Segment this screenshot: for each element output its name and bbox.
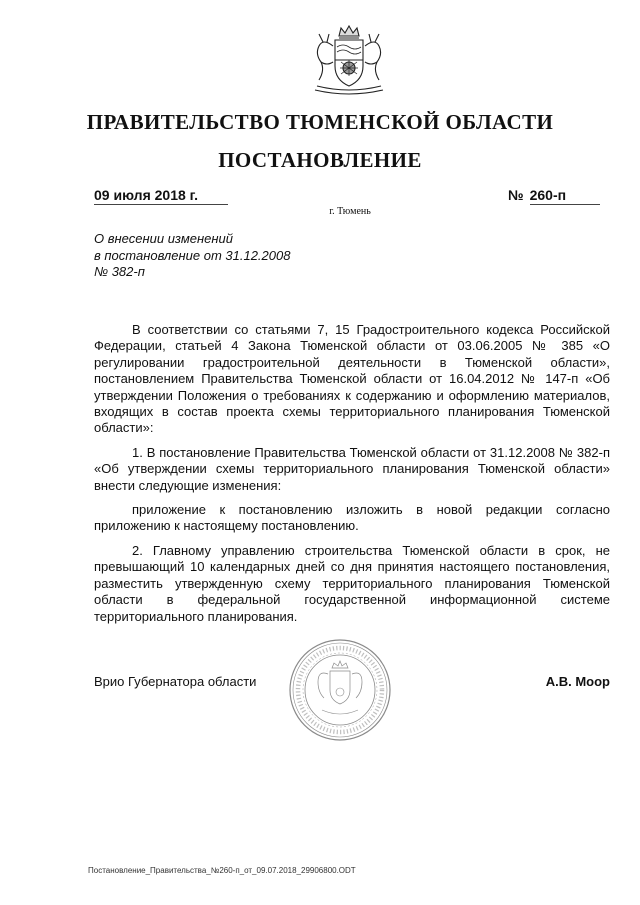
official-seal-icon	[288, 638, 392, 742]
city: г. Тюмень	[329, 206, 371, 217]
document-body	[94, 322, 610, 630]
document-subject	[94, 231, 394, 281]
subject-line: № 382-п	[94, 264, 145, 279]
government-title: ПРАВИТЕЛЬСТВО ТЮМЕНСКОЙ ОБЛАСТИ	[86, 110, 554, 134]
item-1-sub-paragraph: приложение к постановлению изложить в новой редакции согласно приложению к настоящему постановлению.	[94, 502, 610, 534]
document-date: 09 июля 2018 г.	[94, 187, 228, 205]
number-sign: №	[508, 187, 524, 203]
preamble-paragraph: В соответствии со статьями 7, 15 Градостроительного кодекса Российской Федерации, статьей 4 Закона Тюменской области от 03.06.2005 № 385 «О регулировании градостроительной деятельности в Тюменской области», постановлением Правительства Тюменской области от 16.04.2012 № 147-п «Об утверждении Положения о требованиях к содержанию и оформлению материалов, входящих в состав проекта схемы территориального планирования Тюменской области»:	[94, 322, 610, 436]
signatory-position: Врио Губернатора области	[94, 674, 257, 689]
coat-of-arms-icon	[301, 22, 397, 100]
subject-line: О внесении изменений	[94, 231, 233, 246]
footer-filename: Постановление_Правительства_№260-п_от_09.07.2018_29906800.ODT	[88, 866, 356, 875]
signatory-name: А.В. Моор	[545, 674, 610, 689]
item-1-paragraph: 1. В постановление Правительства Тюменской области от 31.12.2008 № 382-п «Об утверждении схемы территориального планирования Тюменской области» внести следующие изменения:	[94, 444, 610, 493]
document-type: ПОСТАНОВЛЕНИЕ	[218, 148, 422, 172]
number-value: 260-п	[530, 187, 600, 205]
document-number	[508, 187, 604, 205]
item-2-paragraph: 2. Главному управлению строительства Тюменской области в срок, не превышающий 10 календарных дней со дня принятия настоящего постановления, разместить утвержденную схему территориального планирования Тюменской области в федеральной государственной информационной системе территориального планирования.	[94, 542, 610, 624]
subject-line: в постановление от 31.12.2008	[94, 247, 291, 263]
